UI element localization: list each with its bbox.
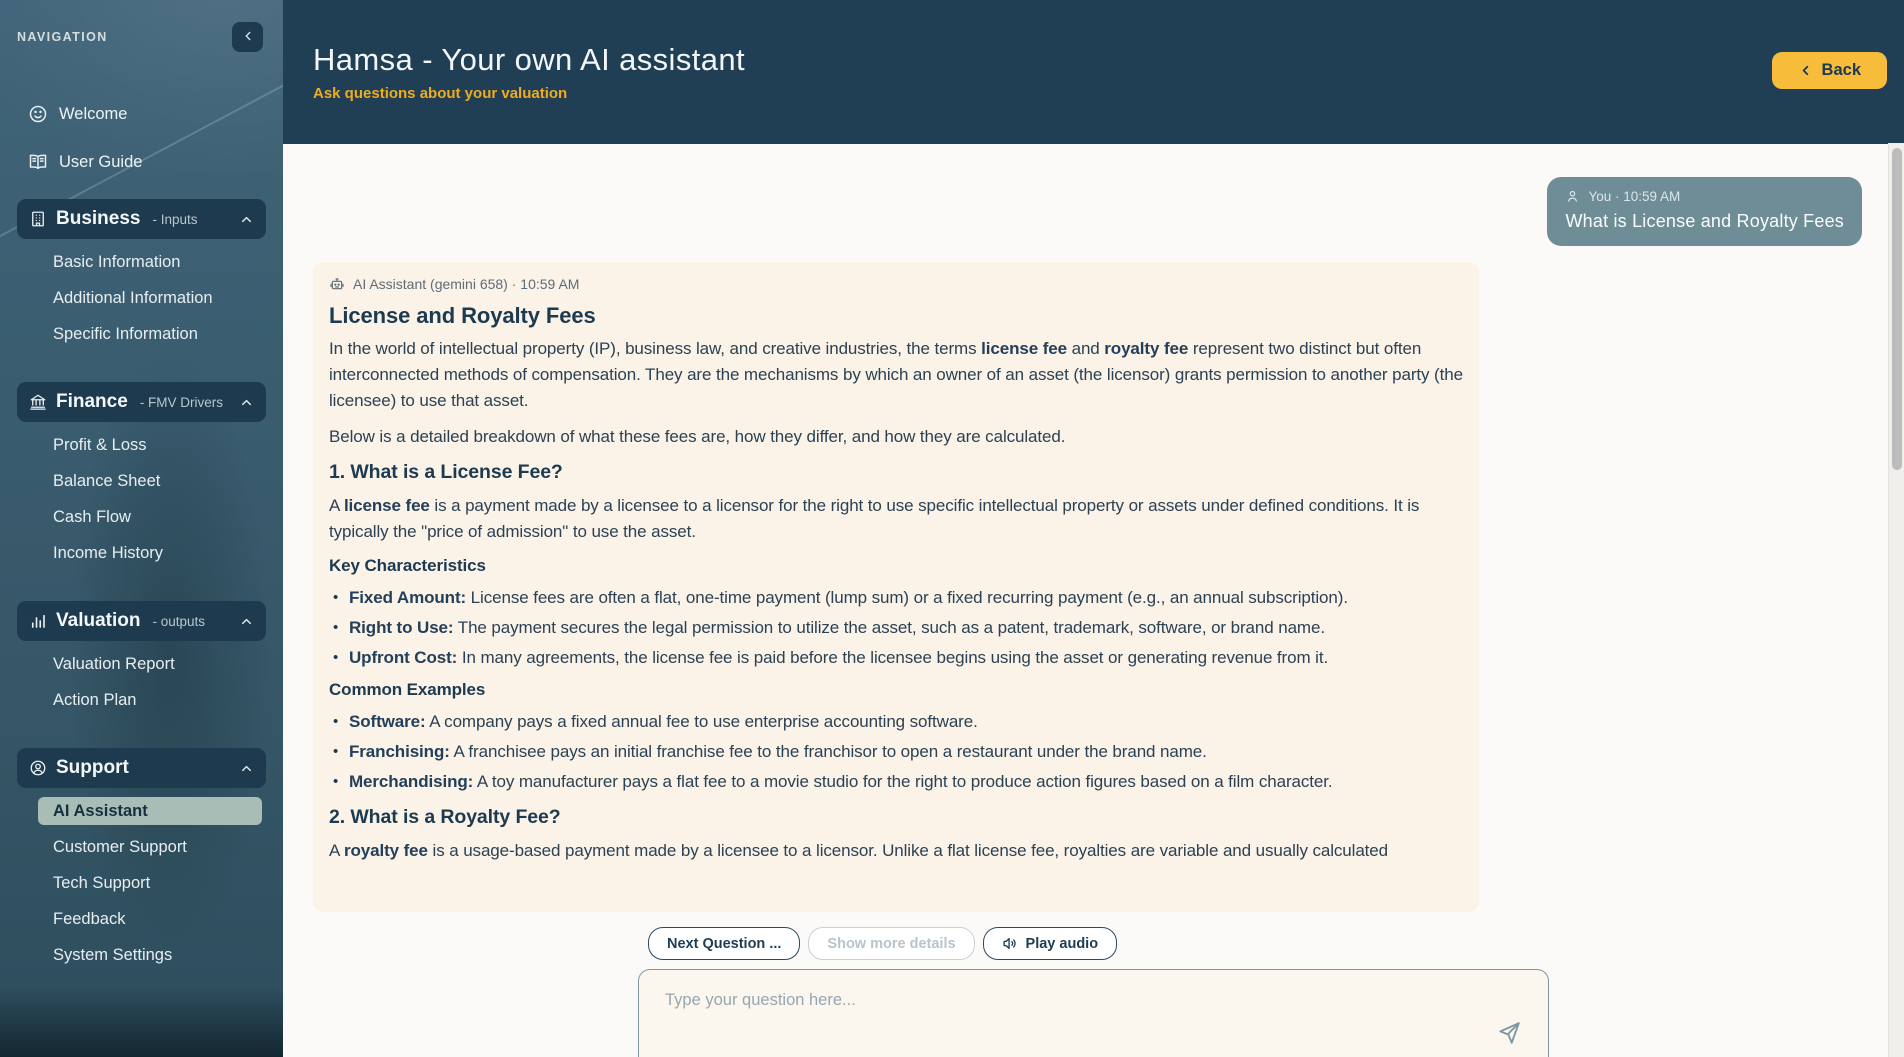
sidebar-item-valuation-report[interactable]: Valuation Report	[53, 654, 175, 673]
paragraph: A royalty fee is a usage-based payment made by a licensee to a licensor. Unlike a flat license fee, royalties are variable and usually calculated	[329, 841, 1389, 860]
show-more-details-button[interactable]	[808, 927, 974, 960]
chat-area	[283, 144, 1888, 1057]
user-message-text: What is License and Royalty Fees	[1565, 211, 1844, 231]
play-audio-label: Play audio	[1025, 935, 1099, 952]
section-heading: Common Examples	[329, 680, 486, 699]
speaker-icon	[1002, 935, 1019, 952]
chevron-up-icon	[239, 614, 254, 629]
sidebar-item-action-plan[interactable]: Action Plan	[53, 690, 137, 709]
paragraph: A license fee is a payment made by a licensee to a licensor for the right to use specific intellectual property or assets under defined conditions. It is typically the "price of admission" to use the asset.	[329, 496, 1420, 541]
chevron-left-icon	[241, 29, 255, 46]
sidebar-item-welcome[interactable]	[0, 90, 283, 138]
bank-icon	[29, 393, 47, 411]
sidebar-item-cash-flow[interactable]: Cash Flow	[53, 507, 131, 526]
ai-message-body	[329, 302, 1465, 864]
ai-message-meta: AI Assistant (gemini 658) · 10:59 AM	[353, 276, 580, 292]
section-heading: 1. What is a License Fee?	[329, 461, 563, 483]
sidebar-item-basic-information[interactable]: Basic Information	[53, 252, 181, 271]
sidebar-group-header-support[interactable]: Support	[17, 748, 266, 788]
sidebar-item-tech-support[interactable]: Tech Support	[53, 873, 151, 892]
sidebar-group-finance	[0, 382, 283, 573]
sidebar-group-business	[0, 199, 283, 354]
section-heading: Key Characteristics	[329, 556, 486, 575]
sidebar-collapse-button[interactable]	[232, 22, 263, 52]
chevron-up-icon	[239, 761, 254, 776]
sidebar-item-balance-sheet[interactable]: Balance Sheet	[53, 471, 161, 490]
chevron-up-icon	[239, 212, 254, 227]
sidebar-item-specific-information[interactable]: Specific Information	[53, 324, 198, 343]
sidebar-group-support	[0, 748, 283, 975]
ai-message	[313, 262, 1479, 912]
page-subtitle: Ask questions about your valuation	[313, 85, 568, 102]
sidebar-item-user-guide[interactable]	[0, 138, 283, 186]
sidebar-item-additional-information[interactable]: Additional Information	[53, 288, 213, 307]
back-button[interactable]	[1772, 52, 1887, 89]
bullet-item: • Right to Use: The payment secures the legal permission to utilize the asset, such as a patent, trademark, software, or brand name.	[333, 615, 1465, 641]
sidebar-group-header-business[interactable]: Business - Inputs	[17, 199, 266, 239]
play-audio-button[interactable]	[983, 927, 1118, 960]
robot-icon	[329, 276, 345, 292]
user-message-meta: You · 10:59 AM	[1588, 189, 1681, 204]
send-icon	[1496, 1020, 1522, 1050]
page-title: Hamsa - Your own AI assistant	[313, 42, 746, 77]
show-more-details-label: Show more details	[827, 935, 956, 952]
user-message	[1547, 177, 1862, 246]
bullet-list	[329, 585, 1465, 671]
section-heading: 2. What is a Royalty Fee?	[329, 806, 561, 828]
bullet-item: • Software: A company pays a fixed annual fee to use enterprise accounting software.	[333, 709, 1465, 735]
paragraph: Below is a detailed breakdown of what these fees are, how they differ, and how they are calculated.	[329, 427, 1066, 446]
sidebar-item-feedback[interactable]: Feedback	[53, 909, 126, 928]
chevron-up-icon	[239, 395, 254, 410]
back-button-label: Back	[1821, 61, 1861, 79]
send-button[interactable]	[1496, 1020, 1526, 1050]
chart-icon	[29, 612, 47, 630]
paragraph: In the world of intellectual property (IP), business law, and creative industries, the terms license fee and royalty fee represent two distinct but often interconnected methods of compensation. They are the mechanisms by which an owner of an asset (the licensor) grants permission to another party (the licensee) to use that asset.	[329, 339, 1463, 410]
sidebar-item-label: Welcome	[59, 104, 128, 123]
sidebar-group-header-finance[interactable]: Finance - FMV Drivers	[17, 382, 266, 422]
sidebar-item-label: User Guide	[59, 152, 143, 171]
navigation-label: NAVIGATION	[17, 30, 108, 44]
chat-scrollbar[interactable]	[1888, 143, 1904, 1057]
book-icon	[28, 152, 48, 172]
sidebar-item-system-settings[interactable]: System Settings	[53, 945, 173, 964]
smiley-icon	[28, 104, 48, 124]
sidebar-item-ai-assistant[interactable]: AI Assistant	[38, 797, 262, 825]
sidebar-item-profit-loss[interactable]: Profit & Loss	[53, 435, 147, 454]
bullet-list	[329, 709, 1465, 795]
question-input-box	[638, 969, 1549, 1057]
bullet-item: • Franchising: A franchisee pays an initial franchise fee to the franchisor to open a restaurant under the brand name.	[333, 739, 1465, 765]
bullet-item: • Fixed Amount: License fees are often a flat, one-time payment (lump sum) or a fixed recurring payment (e.g., an annual subscription).	[333, 585, 1465, 611]
bullet-item: • Upfront Cost: In many agreements, the license fee is paid before the licensee begins using the asset or generating revenue from it.	[333, 645, 1465, 671]
question-input[interactable]	[639, 970, 1548, 1057]
sidebar-item-customer-support[interactable]: Customer Support	[53, 837, 187, 856]
sidebar	[0, 0, 283, 1057]
message-actions	[648, 927, 1117, 960]
sidebar-group-header-valuation[interactable]: Valuation - outputs	[17, 601, 266, 641]
support-icon	[29, 759, 47, 777]
section-heading: License and Royalty Fees	[329, 303, 596, 328]
sidebar-group-valuation	[0, 601, 283, 720]
page-header	[283, 0, 1904, 144]
sidebar-nav	[0, 90, 283, 975]
person-icon	[1565, 189, 1580, 204]
scrollbar-thumb[interactable]	[1892, 148, 1902, 470]
next-question-label: Next Question ...	[667, 935, 782, 952]
building-icon	[29, 210, 47, 228]
bullet-item: • Merchandising: A toy manufacturer pays a flat fee to a movie studio for the right to produce action figures based on a film character.	[333, 769, 1465, 795]
chevron-left-icon	[1798, 63, 1813, 78]
next-question-button[interactable]	[648, 927, 800, 960]
sidebar-item-income-history[interactable]: Income History	[53, 543, 164, 562]
